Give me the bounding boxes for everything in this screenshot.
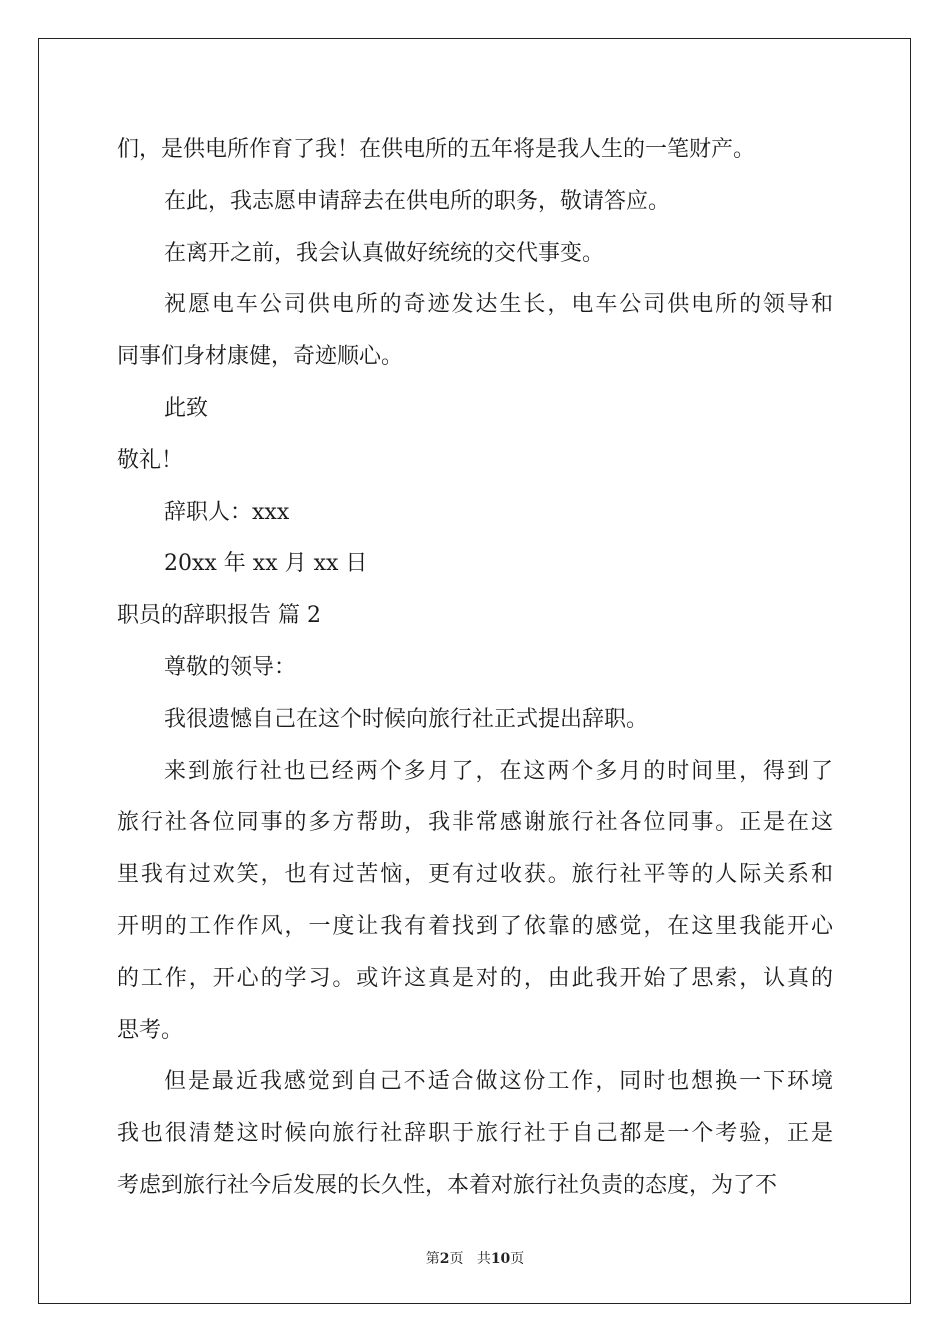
signature-line: 辞职人：xxx [164,499,290,525]
document-body [117,124,833,1212]
text-line: 开明的工作作风，一度让我有着找到了依靠的感觉，在这里我能开心 [117,913,833,939]
text-line: 此致 [164,395,209,421]
text-line: 考虑到旅行社今后发展的长久性，本着对旅行社负责的态度，为了不 [117,1172,778,1198]
text-line: 我很遗憾自己在这个时候向旅行社正式提出辞职。 [164,706,649,732]
text-line: 来到旅行社也已经两个多月了，在这两个多月的时间里，得到了 [164,758,833,784]
text-line: 旅行社各位同事的多方帮助，我非常感谢旅行社各位同事。正是在这 [117,810,833,836]
text-line: 敬礼！ [117,447,184,473]
text-line: 们，是供电所作育了我！在供电所的五年将是我人生的一笔财产。 [117,137,756,162]
text-line: 祝愿电车公司供电所的奇迹发达生长，电车公司供电所的领导和 [164,292,833,318]
text-line: 但是最近我感觉到自己不适合做这份工作，同时也想换一下环境 [164,1069,833,1095]
text-line: 在离开之前，我会认真做好统统的交代事变。 [164,240,605,266]
page-unit: 页 [449,1251,464,1267]
text-line: 我也很清楚这时候向旅行社辞职于旅行社于自己都是一个考验，正是 [117,1121,833,1147]
salutation: 尊敬的领导： [164,654,297,680]
page-label: 第 [425,1251,440,1267]
text-line: 同事们身材康健，奇迹顺心。 [117,344,404,370]
page-footer [0,1248,950,1268]
text-line: 思考。 [117,1017,184,1043]
date-line: 20xx 年 xx 月 xx 日 [164,551,368,577]
total-unit: 页 [510,1251,525,1267]
text-line: 的工作，开心的学习。或许这真是对的，由此我开始了思索，认真的 [117,965,833,991]
section-heading: 职员的辞职报告 篇 2 [117,603,321,629]
text-line: 里我有过欢笑，也有过苦恼，更有过收获。旅行社平等的人际关系和 [117,862,833,888]
total-label: 共 [476,1251,491,1267]
page-number: 2 [439,1251,450,1267]
text-line: 在此，我志愿申请辞去在供电所的职务，敬请答应。 [164,188,671,214]
total-pages: 10 [490,1251,511,1267]
